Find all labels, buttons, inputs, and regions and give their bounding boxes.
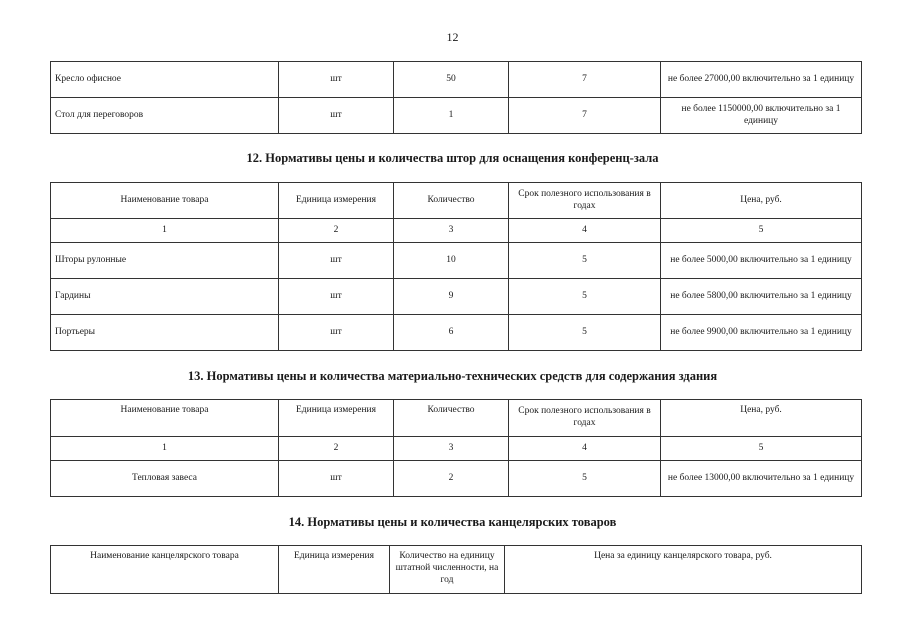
cell-term: 7 [509,62,661,98]
cell-name: Гардины [51,279,279,315]
col-header: Количество на единицу штатной численности, на год [390,546,505,594]
col-number: 3 [394,219,509,243]
table-section-14 [50,545,862,594]
cell-unit: шт [279,279,394,315]
col-number: 4 [509,219,661,243]
cell-price: не более 5000,00 включительно за 1 единицу [661,243,862,279]
table-section-12 [50,182,862,351]
cell-name: Тепловая завеса [51,461,279,497]
col-header: Количество [394,400,509,437]
cell-unit: шт [279,315,394,351]
page-number: 12 [446,30,459,44]
cell-price: не более 27000,00 включительно за 1 единицу [661,62,862,98]
cell-name: Портьеры [51,315,279,351]
table-header-row [51,400,862,437]
col-header: Срок полезного использования в годах [509,400,661,437]
cell-unit: шт [279,461,394,497]
col-header: Срок полезного использования в годах [509,183,661,219]
cell-qty: 2 [394,461,509,497]
cell-qty: 9 [394,279,509,315]
table-row [51,315,862,351]
table-header-row [51,183,862,219]
col-number: 3 [394,437,509,461]
table-row [51,243,862,279]
cell-unit: шт [279,243,394,279]
col-header: Наименование товара [51,183,279,219]
col-header: Единица измерения [279,183,394,219]
col-header: Количество [394,183,509,219]
cell-term: 7 [509,98,661,134]
cell-price: не более 9900,00 включительно за 1 единицу [661,315,862,351]
cell-term: 5 [509,279,661,315]
column-number-row [51,219,862,243]
col-number: 1 [51,219,279,243]
cell-term: 5 [509,315,661,351]
section-13-title: 13. Нормативы цены и количества материально-технических средств для содержания здания [187,369,718,383]
section-14-title: 14. Нормативы цены и количества канцелярских товаров [288,515,617,529]
col-header: Цена, руб. [661,400,862,437]
cell-term: 5 [509,243,661,279]
col-header: Наименование канцелярского товара [51,546,279,594]
cell-unit: шт [279,98,394,134]
table-row [51,461,862,497]
col-number: 1 [51,437,279,461]
cell-name: Шторы рулонные [51,243,279,279]
cell-qty: 1 [394,98,509,134]
cell-price: не более 1150000,00 включительно за 1 единицу [661,98,862,134]
cell-price: не более 13000,00 включительно за 1 единицу [661,461,862,497]
col-number: 5 [661,219,862,243]
table-row [51,98,862,134]
col-header: Наименование товара [51,400,279,437]
cell-price: не более 5800,00 включительно за 1 единицу [661,279,862,315]
column-number-row [51,437,862,461]
col-header: Цена за единицу канцелярского товара, руб. [505,546,862,594]
col-number: 4 [509,437,661,461]
col-number: 2 [279,437,394,461]
cell-name: Стол для переговоров [51,98,279,134]
table-section-13 [50,399,862,497]
col-number: 5 [661,437,862,461]
cell-unit: шт [279,62,394,98]
cell-name: Кресло офисное [51,62,279,98]
cell-qty: 10 [394,243,509,279]
cell-qty: 6 [394,315,509,351]
table-continued [50,61,862,134]
cell-qty: 50 [394,62,509,98]
table-row [51,62,862,98]
cell-term: 5 [509,461,661,497]
col-header: Единица измерения [279,400,394,437]
table-row [51,279,862,315]
col-number: 2 [279,219,394,243]
col-header: Единица измерения [279,546,390,594]
col-header: Цена, руб. [661,183,862,219]
table-header-row [51,546,862,594]
section-12-title: 12. Нормативы цены и количества штор для оснащения конференц-зала [246,151,659,165]
